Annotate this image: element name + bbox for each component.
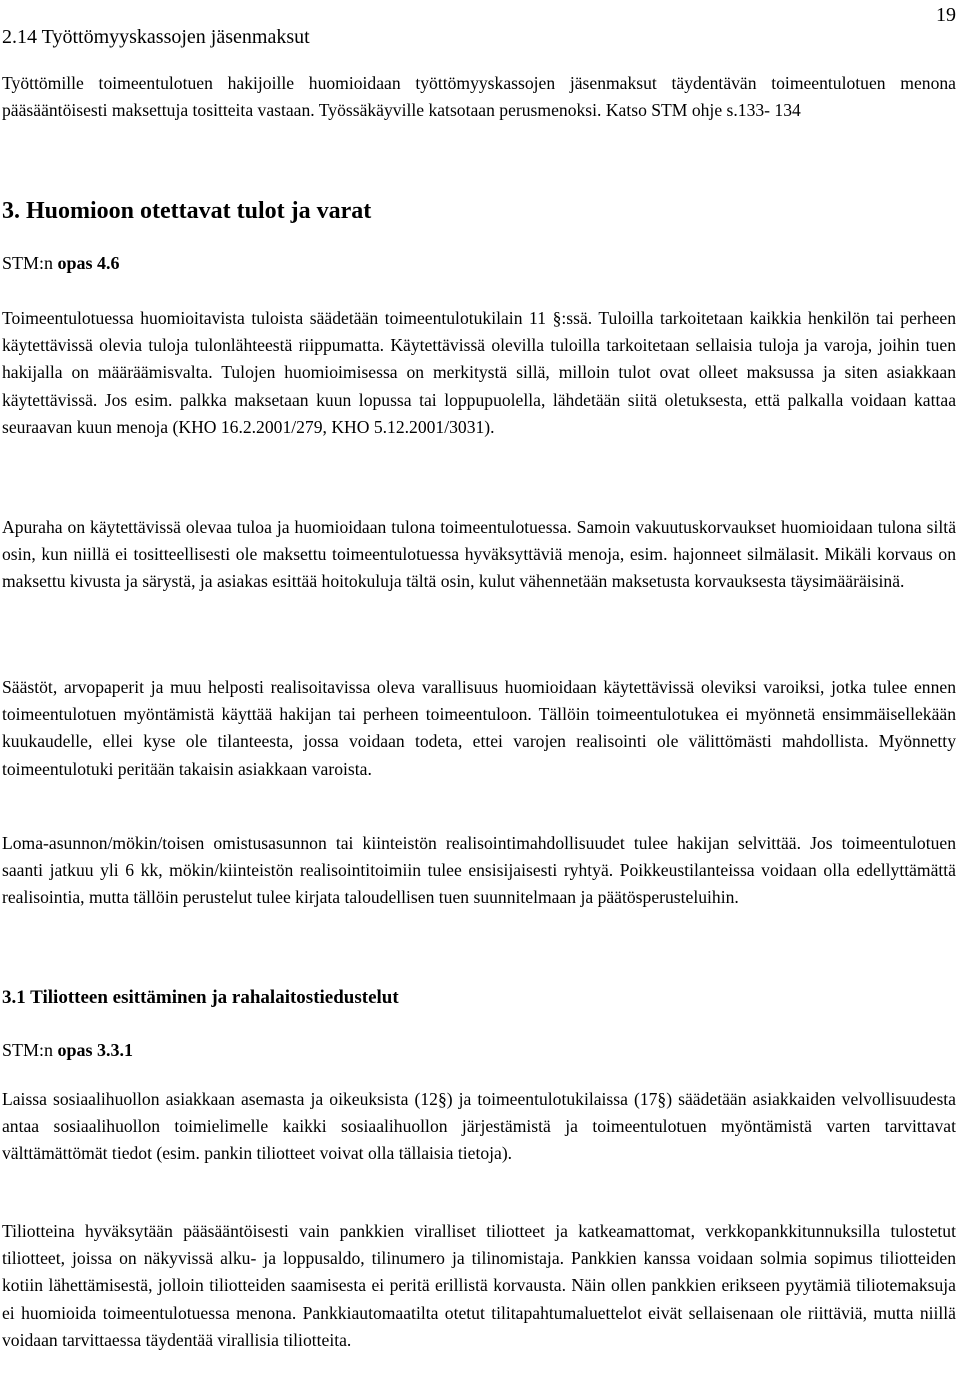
intro-paragraph: Työttömille toimeentulotuen hakijoille huomioidaan työttömyyskassojen jäsenmaksut täydentävän toimeentulotuen menona pääsääntöisesti maksettuja tositteita vastaan. Työssäkäyville katsotaan perusmenoksi. Katso STM ohje s.133- 134	[2, 73, 956, 121]
reference-bold: opas 4.6	[57, 253, 120, 273]
chapter-3-title: 3. Huomioon otettavat tulot ja varat	[2, 198, 372, 224]
section-3-1-paragraph: Laissa sosiaalihuollon asiakkaan asemasta ja oikeuksista (12§) ja toimeentulotukilaissa (17§) säädetään asiakkaiden velvollisuudesta antaa sosiaalihuollon toimielimelle kaikki sosiaalihuollon järjestämistä ja toimeentulotuen myöntämistä varten tarvittavat välttämättömät tiedot (esim. pankin tiliotteet voivat olla tällaisia tietoja).	[2, 1089, 956, 1164]
reference-prefix: STM:n	[2, 253, 58, 273]
section-3-1-paragraph: Tiliotteina hyväksytään pääsääntöisesti vain pankkien viralliset tiliotteet ja katkeamattomat, verkkopankkitunnuksilla tulostetut tiliotteet, joissa on näkyvissä alku- ja loppusaldo, tilinumero ja tilinomistaja. Pankkien kanssa voidaan solmia sopimus tiliotteiden kotiin lähettämisestä, jolloin tiliotteiden saamisesta ei peritä erillistä korvausta. Näin ollen pankkien erikseen pyytämiä tiliotemaksuja ei huomioida toimeentulotuessa menona. Pankkiautomaatilta otetut tilitapahtumaluettelot eivät sellaisenaan ole riittäviä, mutta niillä voidaan tarvittaessa täydentää virallisia tiliotteita.	[2, 1221, 956, 1350]
chapter-3-paragraph-4-block	[2, 830, 956, 912]
section-3-1-paragraph-2-block	[2, 1218, 956, 1354]
page-number: 19	[936, 4, 956, 26]
reference-bold: opas 3.3.1	[57, 1040, 134, 1060]
section-3-1-title: 3.1 Tiliotteen esittäminen ja rahalaitostiedustelut	[2, 987, 399, 1008]
chapter-3-reference	[2, 253, 120, 274]
reference-prefix: STM:n	[2, 1040, 58, 1060]
chapter-3-paragraph: Loma-asunnon/mökin/toisen omistusasunnon tai kiinteistön realisointimahdollisuudet tulee hakijan selvittää. Jos toimeentulotuen saanti jatkuu yli 6 kk, mökin/kiinteistön realisointitoimiin tulee ensisijaisesti ryhtyä. Poikkeustilanteissa voidaan olla edellyttämättä realisointia, mutta tällöin perustelut tulee kirjata taloudellisen tuen suunnitelmaan ja päätösperusteluihin.	[2, 833, 956, 908]
chapter-3-paragraph-2-block	[2, 514, 956, 596]
intro-block	[2, 70, 956, 124]
chapter-3-paragraph: Säästöt, arvopaperit ja muu helposti realisoitavissa oleva varallisuus huomioidaan käytettävissä oleviksi varoiksi, jotka tulee ennen toimeentulotuen myöntämistä käyttää hakijan tai perheen toimeentuloon. Tällöin toimeentulotukea ei myönnetä ensimmäisellekään kuukaudelle, ellei kyse ole tilanteesta, jossa voidaan todeta, ettei varojen realisointi ole välittömästi mahdollista. Myönnetty toimeentulotuki peritään takaisin asiakkaan varoista.	[2, 677, 956, 779]
section-3-1-reference	[2, 1040, 133, 1061]
section-3-1-paragraph-1-block	[2, 1086, 956, 1168]
chapter-3-paragraph: Apuraha on käytettävissä olevaa tuloa ja huomioidaan tulona toimeentulotuessa. Samoin vakuutuskorvaukset huomioidaan tulona siltä osin, kun niillä ei tositteellisesti ole maksettu toimeentulotuessa hyväksyttäviä menoja, esim. hajonneet silmälasit. Mikäli korvaus on maksettu kivusta ja särystä, ja asiakas esittää hoitokuluja tältä osin, kulut vähennetään maksetusta korvauksesta täysimääräisinä.	[2, 517, 956, 592]
chapter-3-paragraph-3-block	[2, 674, 956, 783]
chapter-3-paragraph: Toimeentulotuessa huomioitavista tuloista säädetään toimeentulotukilain 11 §:ssä. Tuloilla tarkoitetaan kaikkia henkilön tai perheen käytettävissä olevia tuloja tulonlähteestä riippumatta. Käytettävissä olevilla tuloilla tarkoitetaan sellaisia tuloja ja varoja, joihin tuen hakijalla on määräämisvalta. Tulojen huomioimisessa on merkitystä sillä, milloin tulot ovat olleet maksussa ja siten asiakkaan käytettävissä. Jos esim. palkka maksetaan kuun lopussa tai loppupuolella, lähdetään siitä oletuksesta, että palkalla voidaan kattaa seuraavan kuun menoja (KHO 16.2.2001/279, KHO 5.12.2001/3031).	[2, 308, 956, 437]
chapter-3-paragraph-1-block	[2, 305, 956, 441]
section-heading: 2.14 Työttömyyskassojen jäsenmaksut	[2, 26, 310, 48]
